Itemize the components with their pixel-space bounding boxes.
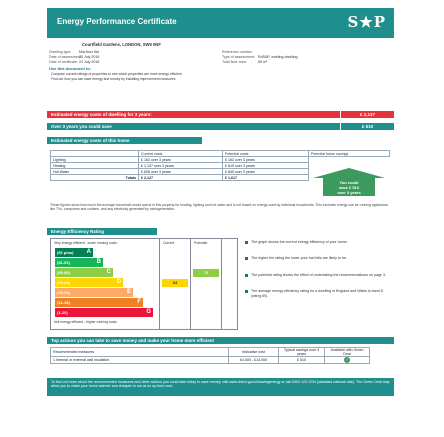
band-a: (92 plus) A — [57, 249, 91, 255]
band-f: (21-38) F — [57, 299, 141, 305]
up-arrow-icon — [313, 168, 385, 178]
costs-footnote: These figures show how much the average household would spend in this property for heating, lighting and hot water and is not based on energy used by individual households. This excludes energy use for running appliances like TVs, computers and cookers, and any electricity generated by microgeneration. — [50, 203, 389, 212]
savings-callout: You could save £ 510 over 3 years — [313, 168, 385, 198]
rating-explanations — [245, 240, 391, 310]
table-header-row: Current costs Potential costs Potential future savings — [51, 151, 390, 157]
table-header-row: Recommended measures Indicative cost Typical savings over 3 years Available with Green Deal — [51, 348, 370, 357]
current-column-label: Current — [163, 241, 175, 245]
sap-logo: S★P — [347, 13, 386, 31]
dwelling-type-row: Dwelling type: Mid-floor flat — [49, 50, 99, 54]
date-assessment-row: Date of assessment:23 July 2016 — [49, 55, 100, 59]
use-document-title: Use this document to: — [49, 66, 92, 71]
table-row: Lighting £ 162 over 3 years £ 162 over 3 years — [51, 157, 390, 163]
property-address: Courtfield Gardens, LONDON, SW5 0NF — [82, 42, 161, 47]
assessment-type-row: Type of assessment: RdSAP, existing dwelling — [222, 55, 298, 59]
actions-heading: Top actions you can take to save money and make your home more efficient — [47, 337, 394, 344]
use-bullet: Compare current ratings of properties to see which properties are more energy efficient — [51, 72, 182, 76]
table-row: 1 Internal or external wall insulation £4,000 - £14,000 £ 510 ✓ — [51, 357, 370, 364]
estimated-costs-bar: Estimated energy costs of dwelling for 3 years: £ 2,127 — [47, 111, 394, 118]
table-row: Heating £ 1,137 over 3 years £ 615 over 3 years — [51, 163, 390, 169]
band-c: (69-80) C — [57, 269, 111, 275]
recommended-measures-table — [50, 347, 370, 364]
potential-column-label: Potential — [194, 241, 208, 245]
floor-area-row: Total floor area: 55 m² — [222, 60, 268, 64]
band-e: (39-54) E — [57, 289, 131, 295]
certificate-header — [47, 8, 394, 38]
band-d: (55-68) D — [57, 279, 121, 285]
rating-explanation: The graph shows the current energy efficiency of your home. — [245, 240, 391, 244]
page-title: Energy Performance Certificate — [57, 17, 177, 26]
rating-explanation: The potential rating shows the effect of undertaking the recommendations on page 3. — [245, 273, 391, 277]
eer-heading: Energy Efficiency Rating — [47, 228, 157, 235]
rating-explanation: The higher the rating the lower your fuel bills are likely to be. — [245, 256, 391, 260]
energy-rating-chart — [50, 238, 238, 330]
property-details — [47, 42, 394, 102]
band-g: (1-20) G — [57, 309, 151, 315]
savings-value: £ 510 — [340, 123, 394, 130]
estimated-costs-value: £ 2,127 — [340, 111, 394, 118]
savings-bar: Over 3 years you could save £ 510 — [47, 123, 394, 130]
reference-row: Reference number: — [222, 50, 253, 54]
green-deal-check-icon: ✓ — [345, 357, 349, 362]
current-rating-marker: 64 — [162, 279, 188, 287]
potential-rating-marker: 72 — [193, 269, 219, 277]
use-bullet: Find out how you can save energy and money by installing improvement measures — [51, 77, 176, 81]
energy-efficiency-section — [47, 228, 394, 333]
rating-explanation: The average energy efficiency rating for a dwelling in England and Wales is band D (rating 60). — [245, 289, 391, 298]
chart-bottom-label: Not energy efficient - higher running costs — [54, 320, 117, 324]
table-row: Hot Water £ 828 over 3 years £ 840 over 3 years — [51, 169, 390, 175]
date-certificate-row: Date of certificate:24 July 2016 — [49, 60, 100, 64]
green-deal-footnote: To find out more about the recommended measures and other actions you could take today to save money, visit www.direct.gov.uk/savingenergy or call 0300 123 1234 (standard national rate). The Green Deal may allow you to make your home warmer and cheaper to run at no up-front cost. — [47, 378, 394, 396]
chart-top-label: Very energy efficient - lower running costs — [54, 241, 117, 245]
costs-home-heading: Estimated energy costs of this home — [47, 137, 202, 144]
table-totals-row: Totals £ 2,127 £ 1,617 — [51, 175, 390, 181]
band-b: (81-91) B — [57, 259, 101, 265]
